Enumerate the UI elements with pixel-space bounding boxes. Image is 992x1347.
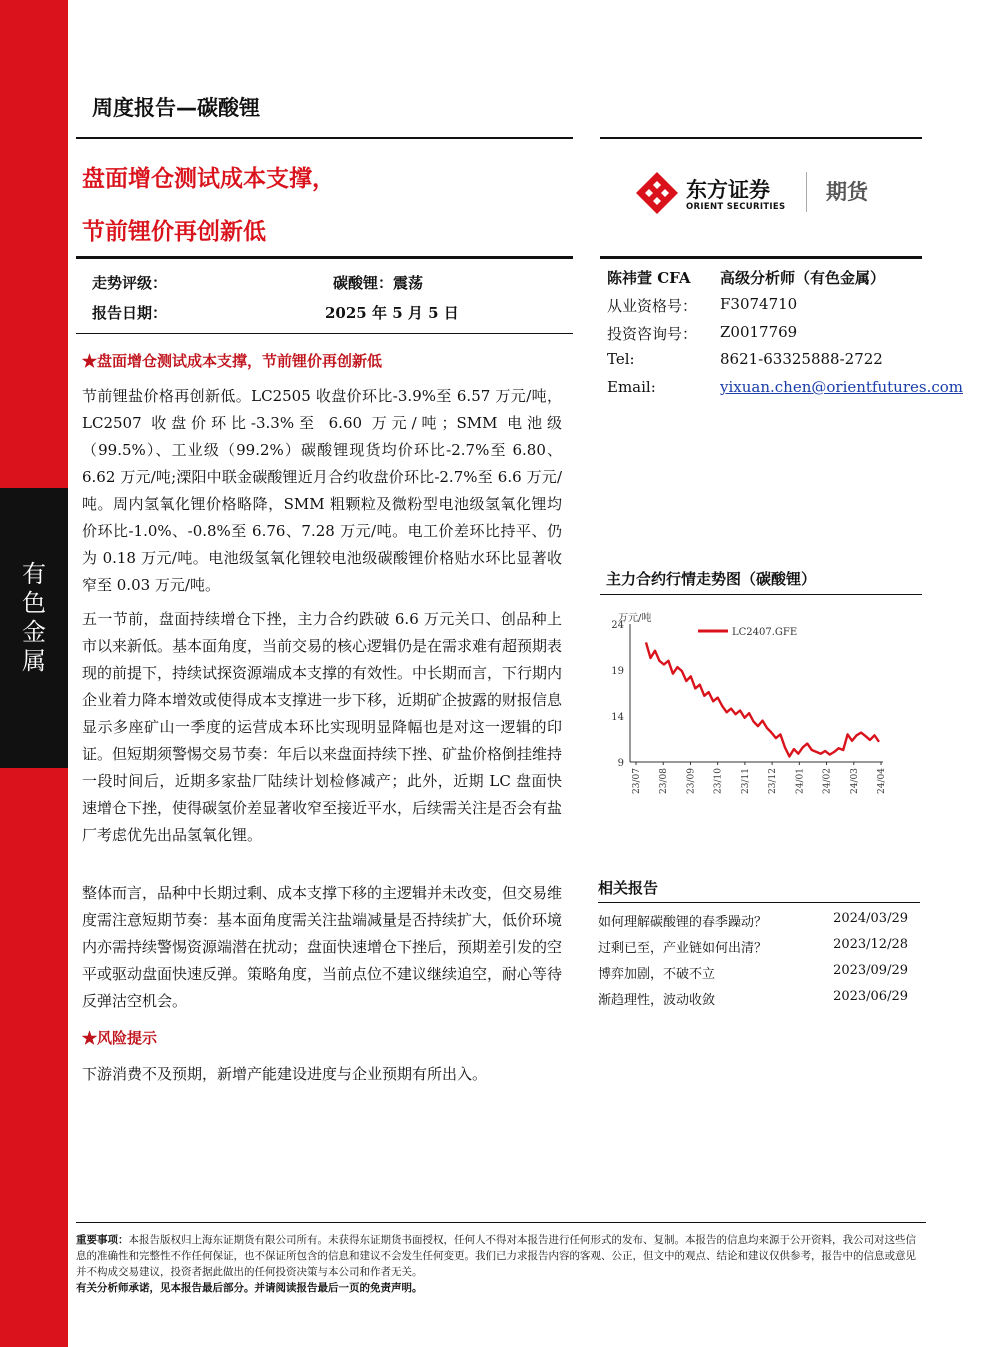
y-axis-label: 万元/吨 <box>618 613 652 624</box>
analyst-name-row <box>607 267 691 288</box>
consult-value: Z0017769 <box>720 323 798 341</box>
related-item-date: 2023/09/29 <box>833 963 908 978</box>
x-tick-label: 23/09 <box>686 768 697 794</box>
paragraph-1: 节前锂盐价格再创新低。LC2505 收盘价环比-3.9%至 6.57 万元/吨，LC2507 收盘价环比-3.3%至 6.60 万元/吨；SMM 电池级（99.5%）、工业级（99.2%）碳酸锂现货均价环比-2.7%至 6.80、6.62 万元/吨;溧阳中联金碳酸锂近月合约收盘价环比-2.7%至 6.6 万元/吨。周内氢氧化锂价格略降，SMM 粗颗粒及微粉型电池级氢氧化锂均价环比-1.0%、-0.8%至 6.76、7.28 万元/吨。电工价差环比持平、仍为 0.18 万元/吨。电池级氢氧化锂较电池级碳酸锂价格贴水环比显著收窄至 0.03 万元/吨。 <box>82 387 562 594</box>
analyst-name: 陈祎萱 CFA <box>607 269 691 287</box>
y-tick-label: 19 <box>611 666 624 677</box>
x-tick-label: 23/11 <box>740 768 751 794</box>
header-rule-left <box>76 137 573 139</box>
header-rule-right <box>600 137 922 139</box>
related-item-date: 2023/06/29 <box>833 989 908 1004</box>
related-item[interactable] <box>598 963 908 982</box>
x-tick-label: 24/02 <box>822 768 833 794</box>
rating-label: 走势评级： <box>92 274 168 292</box>
related-item-date: 2024/03/29 <box>833 911 908 926</box>
license-value: F3074710 <box>720 295 798 313</box>
related-item-date: 2023/12/28 <box>833 937 908 952</box>
email-label: Email: <box>607 378 656 396</box>
report-series: 周度报告—碳酸锂 <box>92 96 260 120</box>
y-tick-label: 9 <box>617 758 624 769</box>
y-tick-label: 14 <box>611 712 624 723</box>
risk-text: 下游消费不及预期，新增产能建设进度与企业预期有所出入。 <box>82 1065 488 1083</box>
sidebar-char: 金 <box>22 618 46 646</box>
logo-name-cn: 东方证券 <box>686 178 770 202</box>
related-item[interactable] <box>598 937 908 956</box>
paragraph-2: 五一节前，盘面持续增仓下挫，主力合约跌破 6.6 万元关口、创品种上市以来新低。基本面角度，当前交易的核心逻辑仍是在需求难有超预期表现的前提下，持续试探资源端成本支撑的有效性。中长期而言，下行期内企业着力降本增效或使得成本支撑进一步下移，近期矿企披露的财报信息显示多座矿山一季度的运营成本环比实现明显降幅也是对这一逻辑的印证。但短期须警惕交易节奏：年后以来盘面持续下挫、矿盐价格倒挂维持一段时间后，近期多家盐厂陆续计划检修减产；此外，近期 LC 盘面快速增仓下挫，使得碳氢价差显著收窄至接近平水，后续需关注是否会有盐厂考虑优先出品氢氧化锂。 <box>82 610 563 844</box>
related-item-title[interactable]: 博弈加剧，不破不立 <box>598 967 716 982</box>
footer-rule <box>76 1222 926 1223</box>
rating-value: 碳酸锂：震荡 <box>333 274 424 292</box>
related-item-title[interactable]: 如何理解碳酸锂的春季躁动？ <box>598 915 768 930</box>
report-title-line2: 节前锂价再创新低 <box>82 219 266 245</box>
x-tick-label: 23/12 <box>768 768 779 794</box>
footer-notice <box>76 1232 926 1296</box>
footer-note: 本报告版权归上海东证期货有限公司所有。未获得东证期货书面授权，任何人不得对本报告进行任何形式的发布、复制。本报告的信息均来源于公开资料，我公司对这些信息的准确性和完整性不作任何保证，也不保证所包含的信息和建议不会发生任何变更。我们已力求报告内容的客观、公正，但文中的观点、结论和建议仅供参考，报告中的信息或意见并不构成交易建议，投资者据此做出的任何投资决策与本公司和作者无关。 <box>76 1234 916 1278</box>
x-tick-label: 24/04 <box>877 768 887 794</box>
chart-title: 主力合约行情走势图（碳酸锂） <box>606 570 817 588</box>
x-tick-label: 24/01 <box>795 768 806 794</box>
y-tick-label: 24 <box>611 620 624 631</box>
tel-label: Tel: <box>607 350 635 368</box>
footer-disclaimer: 有关分析师承诺，见本报告最后部分。并请阅读报告最后一页的免责声明。 <box>76 1282 423 1294</box>
legend-label: LC2407.GFE <box>732 627 798 638</box>
paragraph-3: 整体而言，品种中长期过剩、成本支撑下移的主逻辑并未改变，但交易维度需注意短期节奏：基本面角度需关注盐端减量是否持续扩大，低价环境内亦需持续警惕资源端潜在扰动；盘面快速增仓下挫后，预期差引发的空平或驱动盘面快速反弹。策略角度，当前点位不建议继续追空，耐心等待反弹沽空机会。 <box>82 884 563 1010</box>
analyst-rule-top <box>600 256 922 259</box>
chart-rule <box>600 594 922 595</box>
related-rule <box>598 902 920 903</box>
x-tick-label: 23/07 <box>632 768 642 794</box>
date-label: 报告日期： <box>92 304 168 322</box>
risk-heading: ★风险提示 <box>82 1029 158 1047</box>
related-heading: 相关报告 <box>598 879 659 897</box>
analyst-title: 高级分析师（有色金属） <box>720 269 886 287</box>
x-tick-label: 23/08 <box>659 768 670 794</box>
x-tick-label: 23/10 <box>713 768 724 794</box>
meta-rule-top <box>76 256 573 259</box>
orient-logo-icon <box>636 172 678 214</box>
summary-heading: ★盘面增仓测试成本支撑，节前锂价再创新低 <box>82 352 383 370</box>
price-trend-chart <box>598 604 898 824</box>
logo-name-en: ORIENT SECURITIES <box>686 202 786 212</box>
related-item[interactable] <box>598 989 908 1008</box>
related-item-title[interactable]: 过剩已至，产业链如何出清？ <box>598 941 768 956</box>
x-tick-label: 24/03 <box>849 768 860 794</box>
tel-value: 8621-63325888-2722 <box>720 350 883 368</box>
email-link[interactable]: yixuan.chen@orientfutures.com <box>720 378 963 396</box>
license-label: 从业资格号： <box>607 297 698 315</box>
sidebar-char: 属 <box>22 647 46 675</box>
related-item-title[interactable]: 渐趋理性，波动收敛 <box>598 993 716 1008</box>
sidebar-char: 色 <box>22 589 46 617</box>
series-line-lc2407 <box>646 642 879 756</box>
sidebar-category-label <box>0 560 68 676</box>
logo-division: 期货 <box>826 180 868 204</box>
sidebar-char: 有 <box>22 560 46 588</box>
report-title-line1: 盘面增仓测试成本支撑， <box>82 166 335 192</box>
meta-rule-bottom <box>76 333 573 334</box>
related-item[interactable] <box>598 911 908 930</box>
company-logo <box>636 168 896 216</box>
logo-divider <box>806 172 807 212</box>
consult-label: 投资咨询号： <box>607 325 698 343</box>
date-value: 2025 年 5 月 5 日 <box>325 304 459 322</box>
footer-note-label: 重要事项： <box>76 1234 129 1246</box>
